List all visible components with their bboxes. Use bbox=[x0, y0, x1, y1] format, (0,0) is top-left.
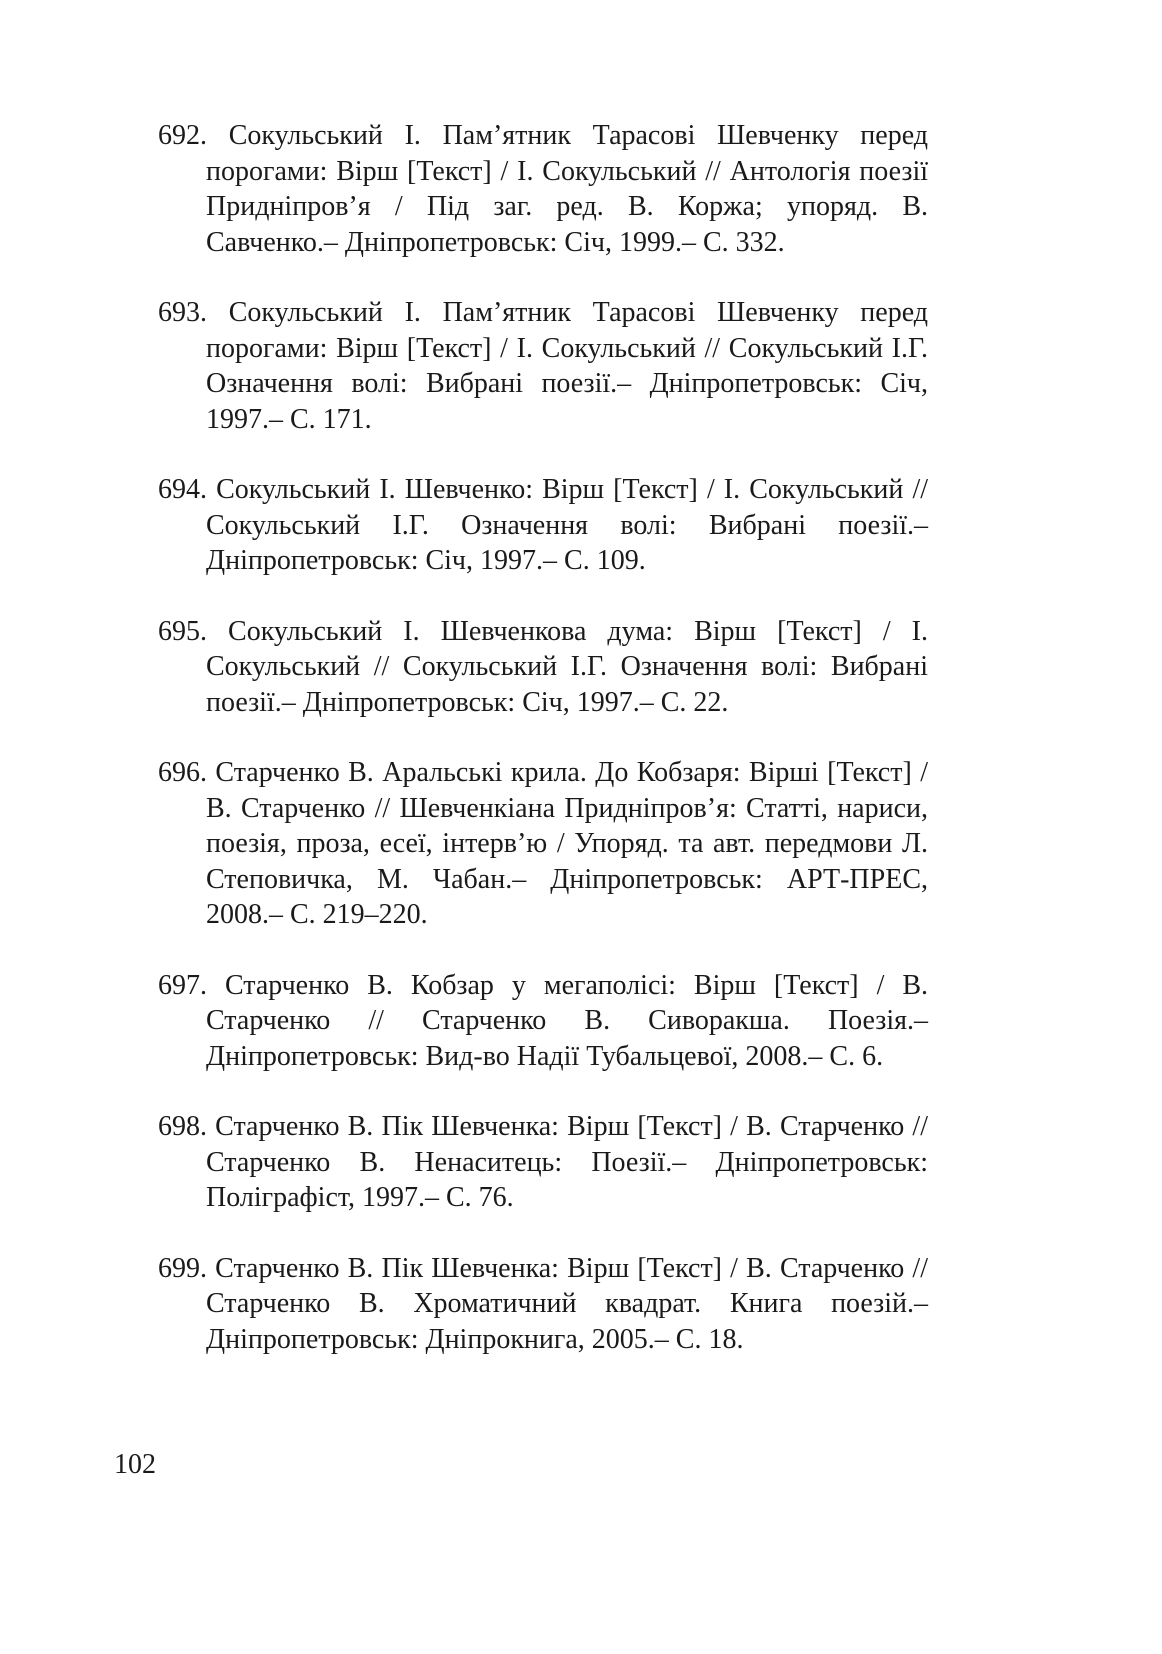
entry-number: 694. bbox=[158, 474, 207, 505]
bibliography-entry-694 bbox=[158, 472, 928, 579]
entry-number: 692. bbox=[158, 120, 207, 151]
bibliography-entry-695 bbox=[158, 614, 928, 721]
entry-text: Старченко В. Пік Шевченка: Вірш [Текст] / В. Старченко // Старченко В. Ненаситець: Поезії.– Дніпропетровськ: Поліграфіст, 1997.– С. 76. bbox=[206, 1111, 928, 1213]
bibliography-entry-699 bbox=[158, 1251, 928, 1358]
bibliography-list bbox=[158, 118, 928, 1392]
entry-number: 693. bbox=[158, 297, 207, 328]
bibliography-entry-693 bbox=[158, 295, 928, 437]
entry-text: Старченко В. Кобзар у мегаполісі: Вірш [Текст] / В. Старченко // Старченко В. Сиворакша. Поезія.– Дніпропетровськ: Вид-во Надії Тубальцевої, 2008.– С. 6. bbox=[206, 969, 928, 1072]
entry-text: Сокульський І. Шевченко: Вірш [Текст] / І. Сокульський // Сокульський І.Г. Означення волі: Вибрані поезії.– Дніпропетровськ: Січ, 1997.– С. 109. bbox=[206, 474, 928, 576]
entry-text: Сокульський І. Шевченкова дума: Вірш [Текст] / І. Сокульський // Сокульський І.Г. Означення волі: Вибрані поезії.– Дніпропетровськ: Січ, 1997.– С. 22. bbox=[206, 615, 929, 718]
bibliography-entry-697 bbox=[158, 968, 928, 1075]
entry-number: 699. bbox=[158, 1252, 207, 1284]
entry-text: Старченко В. Пік Шевченка: Вірш [Текст] / В. Старченко // Старченко В. Хроматичний квадрат. Книга поезій.– Дніпропетровськ: Дніпрокнига, 2005.– С. 18. bbox=[206, 1252, 928, 1355]
page-number: 102 bbox=[114, 1449, 156, 1480]
entry-number: 696. bbox=[158, 757, 207, 788]
bibliography-entry-698 bbox=[158, 1109, 928, 1216]
entry-number: 695. bbox=[158, 615, 207, 647]
entry-text: Старченко В. Аральські крила. До Кобзаря: Вірші [Текст] / В. Старченко // Шевченкіана Придніпров’я: Статті, нариси, поезія, проза, есеї, інтерв’ю / Упоряд. та авт. передмови Л. Степовичка, М. Чабан.– Дніпропетровськ: АРТ-ПРЕС, 2008.– С. 219–220. bbox=[206, 757, 928, 930]
bibliography-entry-692 bbox=[158, 118, 928, 260]
entry-text: Сокульський І. Пам’ятник Тарасові Шевченку перед порогами: Вірш [Текст] / І. Сокульський // Сокульський І.Г. Означення волі: Вибрані поезії.– Дніпропетровськ: Січ, 1997.– С. 171. bbox=[206, 297, 928, 435]
entry-number: 697. bbox=[158, 969, 207, 1001]
entry-text: Сокульський І. Пам’ятник Тарасові Шевченку перед порогами: Вірш [Текст] / І. Сокульський // Антологія поезії Придніпров’я / Під заг. ред. В. Коржа; упоряд. В. Савченко.– Дніпропетровськ: Січ, 1999.– С. 332. bbox=[206, 120, 928, 258]
entry-number: 698. bbox=[158, 1111, 207, 1142]
bibliography-entry-696 bbox=[158, 755, 928, 933]
